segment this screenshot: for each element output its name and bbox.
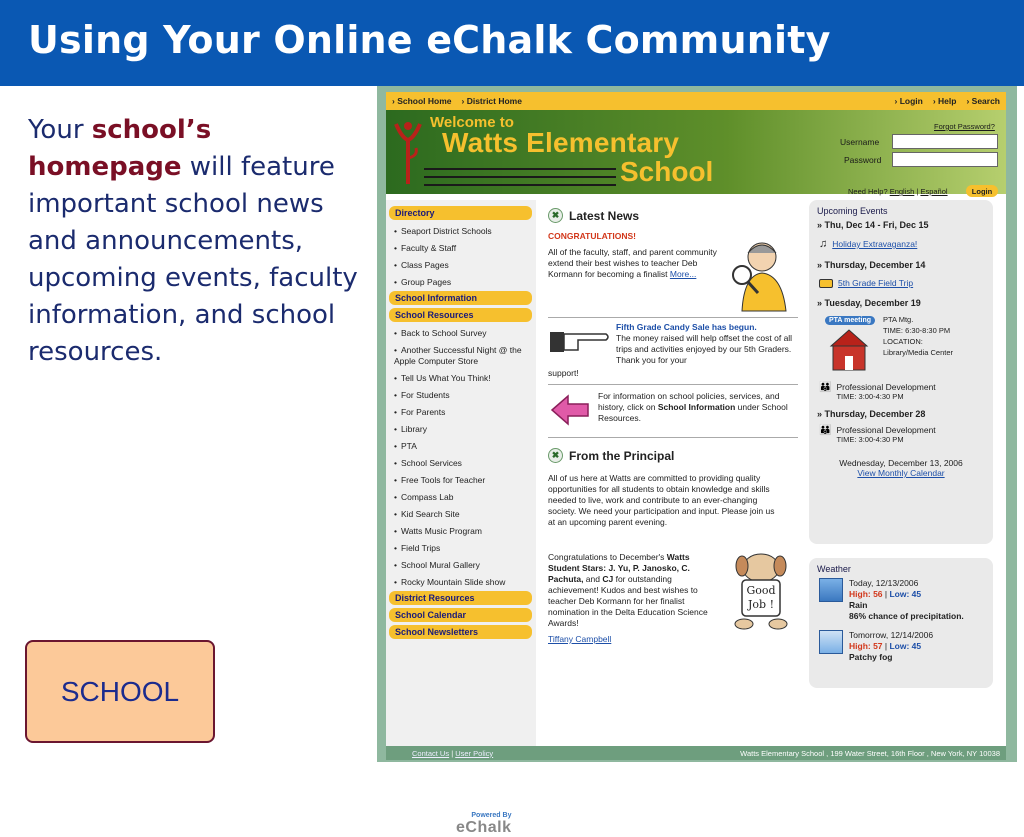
header-rule	[424, 168, 616, 170]
more-link[interactable]: More...	[669, 269, 697, 279]
student-stars-text	[548, 552, 716, 629]
main-content	[548, 200, 798, 652]
login-button[interactable]: Login	[966, 185, 998, 197]
sidebar-item[interactable]: • Rocky Mountain Slide show	[386, 574, 536, 591]
event-date: » Thursday, December 28	[817, 409, 926, 419]
sidebar-heading-school-information[interactable]: School Information	[389, 291, 532, 305]
weather-today-precip: 86% chance of precipitation.	[849, 611, 964, 621]
contact-us-link[interactable]: Contact Us	[412, 748, 450, 758]
events-title: Upcoming Events	[817, 206, 888, 216]
pta-meeting-badge: PTA meeting	[825, 316, 875, 325]
footer-address: Watts Elementary School , 199 Water Street, 16th Floor , New York, NY 10038	[740, 748, 1000, 758]
sidebar-heading-school-newsletters[interactable]: School Newsletters	[389, 625, 532, 639]
stars-post: for outstanding achievement! Kudos and best wishes to teacher Deb Kormann for her finalist nomination in the Delta Education Science Awards!	[548, 574, 708, 628]
sidebar-item[interactable]: • Watts Music Program	[386, 523, 536, 540]
school-info-pre: For information on school policies, services, and history, click on	[598, 391, 780, 412]
pta-name: PTA Mtg.	[883, 315, 914, 324]
school-name-line2: School	[620, 156, 714, 187]
sidebar-item[interactable]: • Group Pages	[386, 274, 536, 291]
sidebar-item[interactable]: • Compass Lab	[386, 489, 536, 506]
weather-tomorrow-low: Low: 45	[889, 641, 922, 651]
event-row	[809, 382, 993, 401]
weather-today-condition: Rain	[849, 600, 868, 610]
sidebar-heading-district-resources[interactable]: District Resources	[389, 591, 532, 605]
teacher-illustration-icon	[728, 235, 794, 311]
slide-body-text	[28, 112, 358, 371]
people-icon: 👪	[819, 425, 832, 436]
temp-separator: |	[882, 589, 890, 599]
nav-search-link[interactable]: › Search	[966, 96, 1000, 106]
header-rule	[424, 184, 616, 186]
sidebar-item[interactable]: • Class Pages	[386, 257, 536, 274]
nav-district-home-link[interactable]: › District Home	[461, 96, 522, 106]
event-row	[809, 425, 993, 444]
event-date: » Thu, Dec 14 - Fri, Dec 15	[817, 220, 929, 230]
news-divider	[548, 384, 798, 385]
congrats-body: All of the faculty, staff, and parent community extend their best wishes to teacher Deb Kormann for becoming a finalist	[548, 247, 717, 279]
footer-links	[412, 749, 493, 758]
sidebar-item[interactable]: • For Students	[386, 387, 536, 404]
school-info-text	[598, 391, 794, 424]
candy-sale-support: support!	[548, 368, 579, 378]
school-info-bold: School Information	[657, 402, 736, 412]
sidebar-item[interactable]: • Tell Us What You Think!	[386, 370, 536, 387]
latest-news-title: Latest News	[569, 208, 640, 223]
pta-event	[809, 314, 993, 372]
pointing-hand-icon	[548, 326, 612, 356]
website-screenshot-frame	[377, 86, 1017, 836]
collapse-icon[interactable]: ✖	[548, 448, 563, 463]
sidebar-heading-directory[interactable]: Directory	[389, 206, 532, 220]
username-label: Username	[840, 137, 880, 147]
principal-text: All of us here at Watts are committed to providing quality opportunities for all students to obtain knowledge and skills needed to live, work and contribute to an ever-changing society. We need your participation and input. Please join us at an upcoming parent evening.	[548, 473, 775, 527]
school-badge-label: SCHOOL	[60, 675, 180, 707]
weather-tomorrow-text	[849, 630, 933, 663]
pta-time: TIME: 6:30-8:30 PM	[883, 326, 951, 335]
sidebar-heading-school-calendar[interactable]: School Calendar	[389, 608, 532, 622]
collapse-icon[interactable]: ✖	[548, 208, 563, 223]
top-nav-right	[895, 96, 1001, 106]
school-info-post: under School Resources.	[598, 402, 788, 423]
weather-today-low: Low: 45	[889, 589, 922, 599]
news-item-congrats	[548, 231, 798, 317]
top-nav-left	[392, 96, 522, 106]
help-separator: |	[914, 187, 921, 196]
sidebar-item[interactable]: • Back to School Survey	[386, 325, 536, 342]
congrats-heading: CONGRATULATIONS!	[548, 231, 636, 241]
back-arrow-icon	[550, 393, 592, 427]
school-name-line1: Watts Elementary	[442, 127, 680, 158]
pd-event	[836, 382, 935, 401]
event-row	[809, 238, 993, 250]
event-link[interactable]: Holiday Extravaganza!	[832, 239, 918, 249]
sidebar-item[interactable]: • Faculty & Staff	[386, 240, 536, 257]
student-stars	[548, 552, 798, 652]
welcome-text: Welcome to	[430, 114, 514, 131]
stars-cj: CJ	[602, 574, 614, 584]
current-date: Wednesday, December 13, 2006	[839, 458, 963, 468]
sidebar-item[interactable]: • School Mural Gallery	[386, 557, 536, 574]
pd-title[interactable]: Professional Development	[836, 425, 936, 435]
site-header	[386, 110, 1006, 194]
candy-sale-body: The money raised will help offset the cost of all trips and activities enjoyed by our 5th Graders. Thank you for your	[616, 333, 793, 365]
event-date: » Tuesday, December 19	[817, 298, 921, 308]
principal-signature[interactable]: Tiffany Campbell	[548, 634, 612, 644]
news-item-school-info	[548, 391, 798, 437]
sidebar-item[interactable]: • Library	[386, 421, 536, 438]
site-footer	[386, 746, 1006, 760]
sidebar-item[interactable]: • For Parents	[386, 404, 536, 421]
username-input[interactable]	[892, 134, 998, 149]
sidebar-item[interactable]: • Kid Search Site	[386, 506, 536, 523]
principal-header	[548, 448, 798, 463]
slide-title: Using Your Online eChalk Community	[28, 18, 831, 62]
body-text-post: will feature important school news and announcements, upcoming events, faculty information, and school resources.	[28, 152, 358, 367]
weather-today	[809, 578, 993, 622]
sidebar-item[interactable]: • School Services	[386, 455, 536, 472]
event-date: » Thursday, December 14	[817, 260, 926, 270]
candy-sale-text	[616, 322, 796, 366]
weather-tomorrow-date: Tomorrow, 12/14/2006	[849, 630, 934, 640]
music-note-icon: ♫	[819, 238, 828, 250]
help-prefix: Need Help?	[848, 187, 890, 196]
header-rule	[424, 176, 616, 178]
upcoming-events-panel	[809, 200, 993, 544]
news-item-candy-sale	[548, 322, 798, 384]
user-policy-link[interactable]: User Policy	[455, 748, 494, 758]
news-divider	[548, 437, 798, 438]
congrats-text	[548, 247, 718, 280]
pd-time: TIME: 3:00-4:30 PM	[836, 435, 904, 444]
schoolhouse-icon	[821, 326, 877, 372]
event-row	[809, 278, 993, 288]
weather-tomorrow	[809, 630, 993, 663]
fog-icon	[819, 630, 843, 654]
weather-today-date: Today, 12/13/2006	[849, 578, 919, 588]
temp-separator: |	[882, 641, 890, 651]
weather-tomorrow-temps	[849, 641, 933, 652]
school-logo-icon	[392, 118, 424, 188]
body-text-pre: Your	[28, 115, 92, 145]
sidebar-item[interactable]: • Seaport District Schools	[386, 223, 536, 240]
candy-sale-title[interactable]: Fifth Grade Candy Sale has begun.	[616, 322, 757, 332]
weather-today-temps	[849, 589, 964, 600]
footer-separator: |	[449, 748, 456, 758]
weather-tomorrow-high: High: 57	[849, 641, 883, 651]
news-divider	[548, 317, 798, 318]
password-label: Password	[844, 155, 882, 165]
people-icon: 👪	[819, 382, 832, 393]
help-text	[848, 187, 948, 196]
stars-pre: Congratulations to December's	[548, 552, 667, 562]
echalk-logo: eChalk	[456, 819, 512, 836]
stars-and: and	[583, 574, 603, 584]
password-input[interactable]	[892, 152, 998, 167]
pta-location: Library/Media Center	[883, 348, 954, 357]
top-nav-bar	[386, 92, 1006, 110]
sidebar-item[interactable]: • Field Trips	[386, 540, 536, 557]
powered-by-label: Powered By	[471, 812, 512, 819]
sidebar-item[interactable]: • Another Successful Night @ the Apple Computer Store	[386, 342, 536, 370]
forgot-password-link[interactable]: Forgot Password?	[934, 122, 995, 131]
sidebar-heading-school-resources[interactable]: School Resources	[389, 308, 532, 322]
school-badge	[25, 640, 215, 743]
powered-by-echalk	[456, 812, 511, 837]
help-spanish-link[interactable]: Español	[920, 187, 948, 196]
sidebar-item[interactable]: • PTA	[386, 438, 536, 455]
event-link[interactable]: 5th Grade Field Trip	[838, 278, 914, 288]
pd-time: TIME: 3:00-4:30 PM	[836, 392, 904, 401]
weather-today-text	[849, 578, 964, 622]
sidebar-item[interactable]: • Free Tools for Teacher	[386, 472, 536, 489]
weather-title: Weather	[817, 564, 851, 574]
nav-login-link[interactable]: › Login	[894, 96, 923, 106]
pd-title[interactable]: Professional Development	[836, 382, 936, 392]
stars-names: Watts Student Stars: J. Yu, P. Janosko, C. Pachuta,	[548, 552, 690, 584]
help-english-link[interactable]: English	[889, 187, 915, 196]
pd-event	[836, 425, 935, 444]
nav-help-link[interactable]: › Help	[932, 96, 957, 106]
latest-news-header	[548, 208, 798, 223]
weather-tomorrow-condition: Patchy fog	[849, 652, 893, 662]
principal-title: From the Principal	[569, 448, 675, 463]
good-job-text: Good Job !	[746, 584, 776, 611]
nav-school-home-link[interactable]: › School Home	[392, 96, 452, 106]
weather-panel	[809, 558, 993, 688]
good-job-dog-icon	[728, 552, 794, 632]
weather-today-high: High: 56	[849, 589, 883, 599]
pta-meeting-icon	[821, 314, 877, 372]
rain-icon	[819, 578, 843, 602]
school-bus-icon	[819, 279, 833, 288]
monthly-calendar-link[interactable]: View Monthly Calendar	[857, 468, 945, 478]
pta-location-label: LOCATION:	[883, 337, 923, 346]
pta-details	[883, 314, 953, 372]
website	[386, 92, 1006, 836]
body-text-highlight: school’s homepage	[28, 115, 212, 182]
